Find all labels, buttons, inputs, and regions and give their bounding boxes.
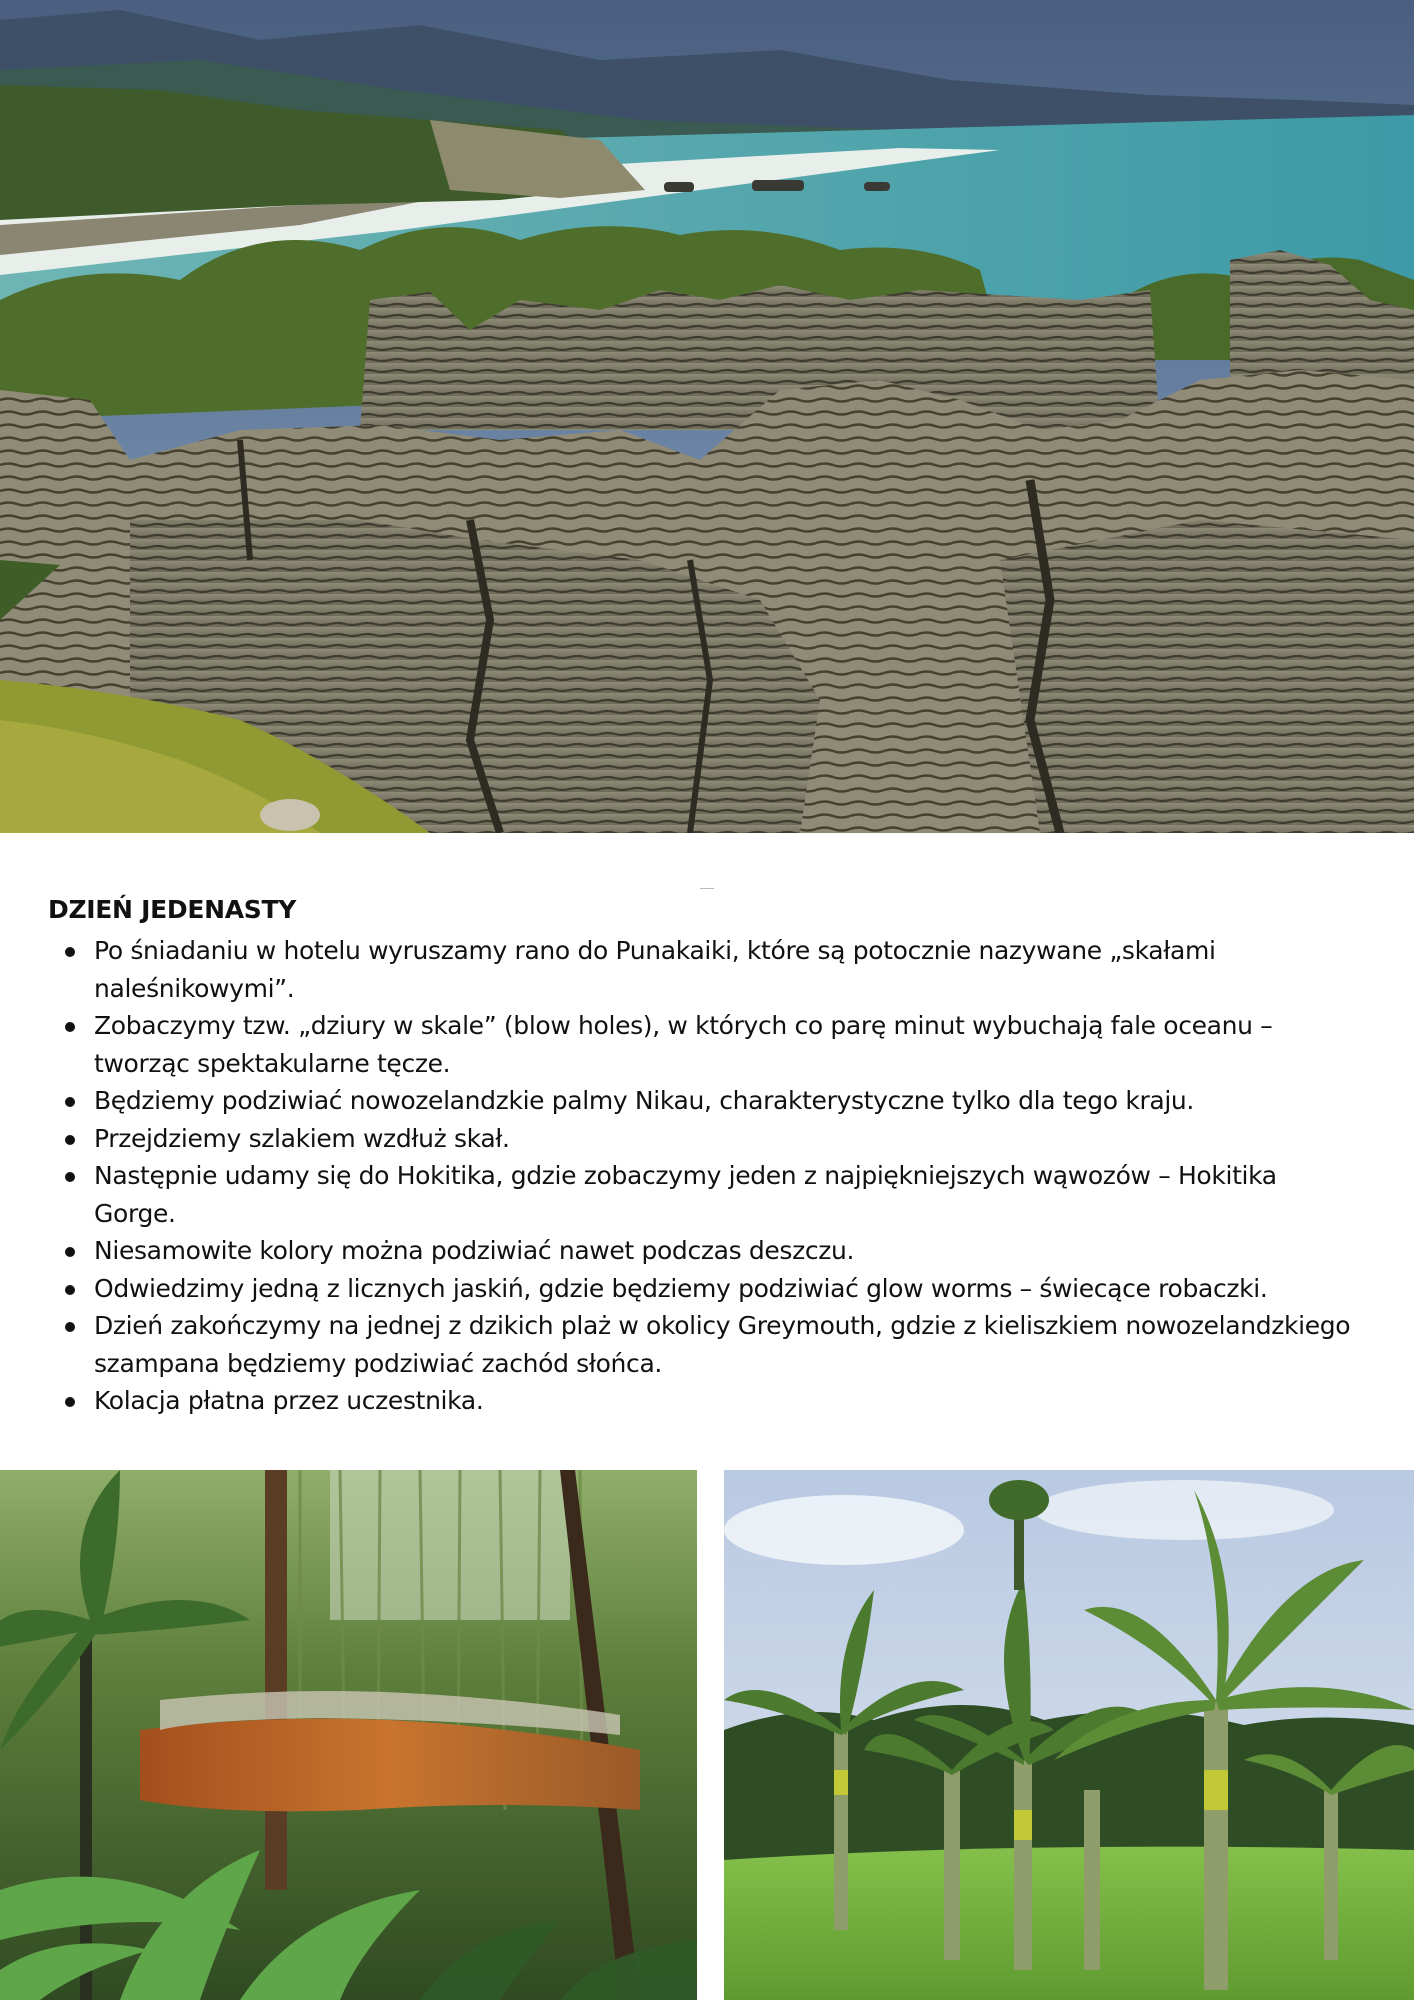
list-item: Przejdziemy szlakiem wzdłuż skał. [94, 1120, 1378, 1158]
list-item: Odwiedzimy jedną z licznych jaskiń, gdzie będziemy podziwiać glow worms – świecące robaczki. [94, 1270, 1378, 1308]
photo-rainforest-gorge [0, 1470, 697, 2000]
nikau-palms-image [724, 1470, 1414, 2000]
page-divider-mark [700, 888, 714, 889]
day-title: DZIEŃ JEDENASTY [48, 895, 297, 924]
rainforest-image [0, 1470, 697, 2000]
list-item: Kolacja płatna przez uczestnika. [94, 1382, 1378, 1420]
pancake-rocks-image [0, 0, 1414, 833]
list-item: Następnie udamy się do Hokitika, gdzie zobaczymy jeden z najpiękniejszych wąwozów – Hokitika Gorge. [94, 1157, 1378, 1232]
list-item: Niesamowite kolory można podziwiać nawet podczas deszczu. [94, 1232, 1378, 1270]
hero-photo-pancake-rocks [0, 0, 1414, 833]
day-description [48, 892, 1378, 1420]
list-item: Będziemy podziwiać nowozelandzkie palmy Nikau, charakterystyczne tylko dla tego kraju. [94, 1082, 1378, 1120]
list-item: Dzień zakończymy na jednej z dzikich plaż w okolicy Greymouth, gdzie z kieliszkiem nowozelandzkiego szampana będziemy podziwiać zachód słońca. [94, 1307, 1378, 1382]
itinerary-list [48, 932, 1378, 1420]
list-item: Zobaczymy tzw. „dziury w skale” (blow holes), w których co parę minut wybuchają fale oceanu – tworząc spektakularne tęcze. [94, 1007, 1378, 1082]
list-item: Po śniadaniu w hotelu wyruszamy rano do Punakaiki, które są potocznie nazywane „skałami naleśnikowymi”. [94, 932, 1378, 1007]
photo-nikau-palms [724, 1470, 1414, 2000]
